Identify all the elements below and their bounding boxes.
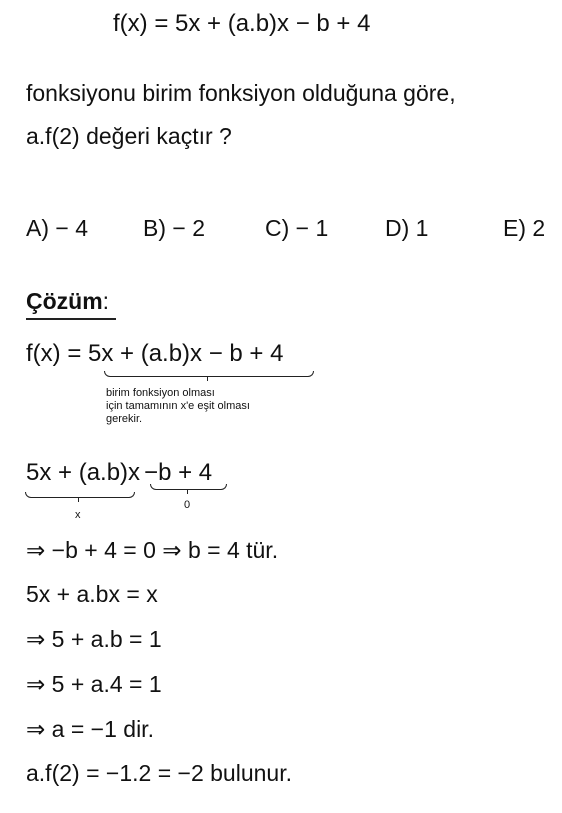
underbrace-x-tip	[78, 498, 79, 502]
solution-step-3: ⇒ −b + 4 = 0 ⇒ b = 4 tür.	[26, 537, 279, 563]
function-expression: f(x) = 5x + (a.b)x − b + 4	[113, 10, 371, 37]
option-c: C) − 1	[265, 215, 329, 241]
underbrace-zero	[150, 484, 227, 490]
label-zero: 0	[184, 499, 191, 511]
question-line-1: fonksiyonu birim fonksiyon olduğuna göre,	[26, 80, 456, 106]
solution-step-1: f(x) = 5x + (a.b)x − b + 4	[26, 340, 284, 367]
note-line-2: için tamamının x'e eşit olması	[106, 400, 250, 412]
solution-title	[26, 288, 109, 315]
solution-step-8: a.f(2) = −1.2 = −2 bulunur.	[26, 760, 292, 786]
note-line-1: birim fonksiyon olması	[106, 387, 215, 399]
question-line-2: a.f(2) değeri kaçtır ?	[26, 123, 232, 149]
option-d: D) 1	[385, 215, 429, 241]
solution-step-4: 5x + a.bx = x	[26, 581, 158, 607]
underbrace-zero-tip	[187, 490, 188, 494]
note-line-3: gerekir.	[106, 413, 143, 425]
solution-step-5: ⇒ 5 + a.b = 1	[26, 626, 162, 652]
underbrace-x	[25, 492, 135, 498]
title-underline	[26, 318, 116, 320]
solution-step-6: ⇒ 5 + a.4 = 1	[26, 671, 162, 697]
solution-step-7: ⇒ a = −1 dir.	[26, 716, 154, 742]
label-x: x	[75, 509, 81, 521]
solution-step-2	[26, 459, 212, 487]
underbrace-step-1-tip	[207, 377, 208, 381]
option-e: E) 2	[503, 215, 546, 241]
underbrace-step-1	[104, 371, 314, 377]
option-a: A) − 4	[26, 215, 89, 241]
option-b: B) − 2	[143, 215, 206, 241]
solution-title-text: Çözüm	[26, 288, 103, 314]
solution-title-colon: :	[102, 288, 110, 314]
step-2-second-part: −b + 4	[144, 459, 213, 486]
step-2-first-part: 5x + (a.b)x	[26, 459, 141, 486]
